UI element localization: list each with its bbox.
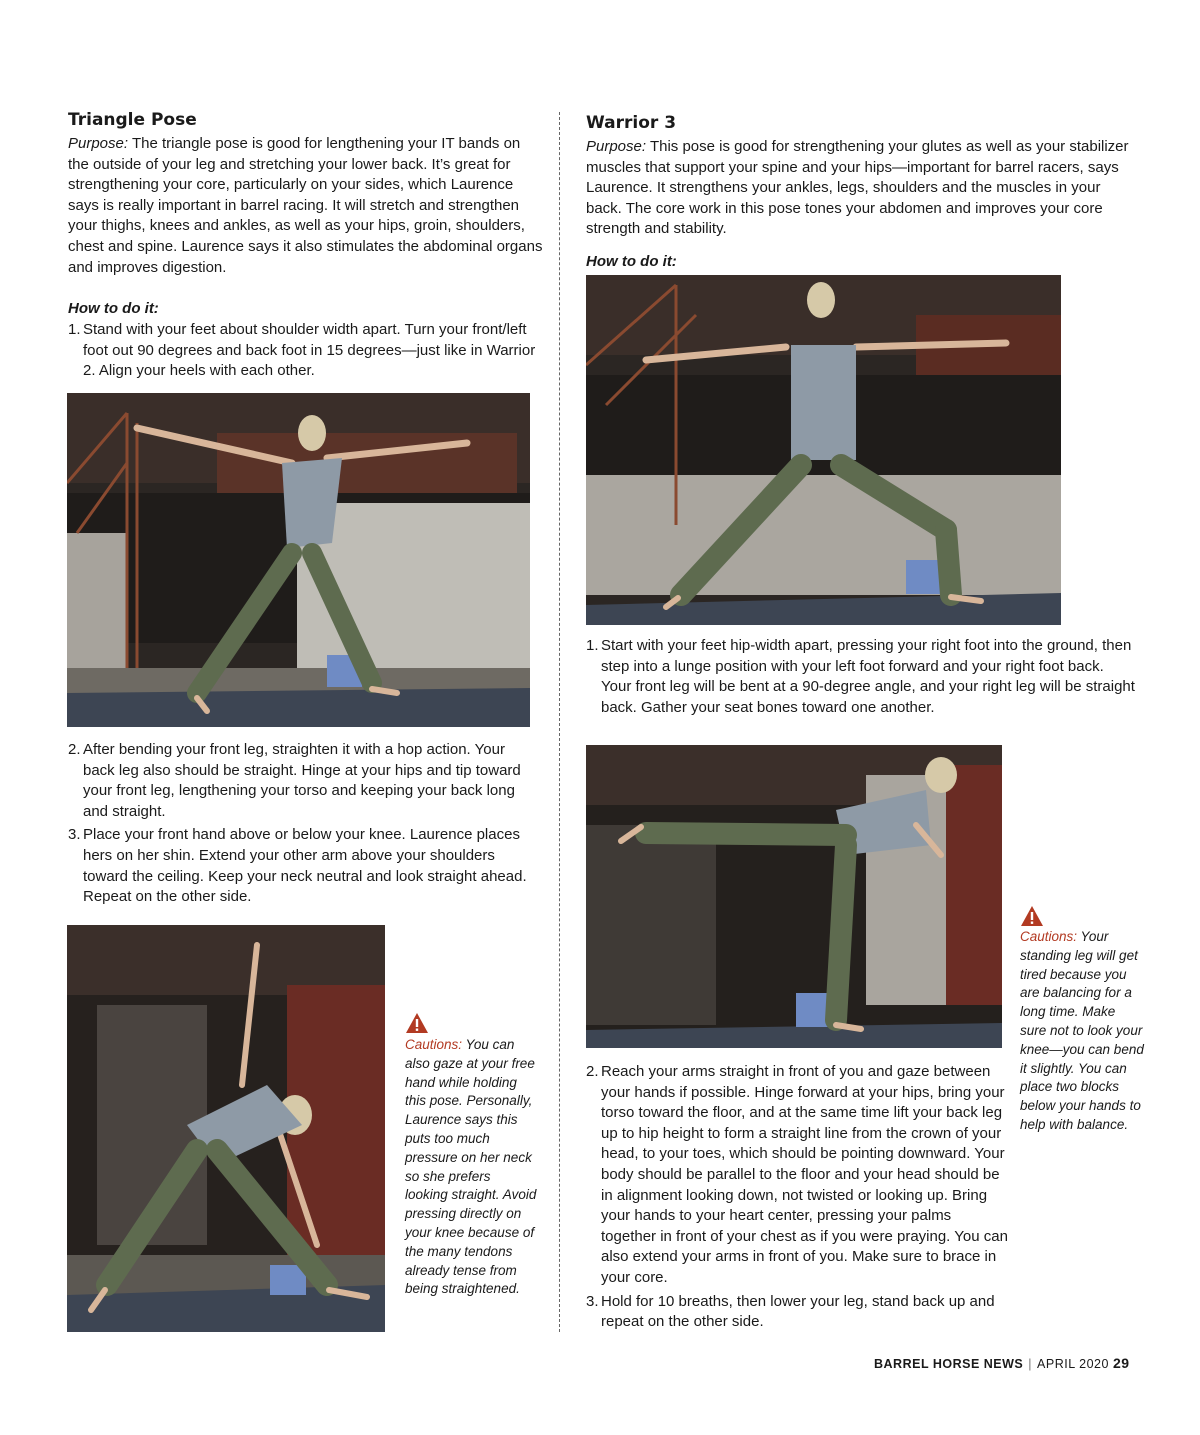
footer-separator: | <box>1028 1357 1033 1371</box>
step-text: Hold for 10 breaths, then lower your leg, stand back up and repeat on the other side. <box>601 1292 995 1331</box>
caution-label: Cautions: <box>405 1037 463 1052</box>
publication-name: BARREL HORSE NEWS <box>874 1357 1024 1371</box>
warrior3-steps-b <box>586 1062 1008 1336</box>
photo-illustration <box>586 275 1061 625</box>
warrior3-steps-a <box>586 636 1136 721</box>
photo-illustration <box>67 393 530 727</box>
caution-text: You can also gaze at your free hand while holding this pose. Personally, Laurence says this puts too much pressure on her neck so she prefers looking straight. Avoid pressing directly on your knee because of the many tendons already tense from being straightened. <box>405 1037 537 1297</box>
step-item <box>68 320 538 382</box>
triangle-steps-a <box>68 320 538 385</box>
step-item <box>68 825 538 907</box>
step-number: 2. <box>586 1063 599 1080</box>
step-text: Start with your feet hip-width apart, pressing your right foot into the ground, then step into a lunge position with your left foot forward and your right foot back. Your front leg will be bent at a 90-degree angle, and your right leg will be straight back. Gather your seat bones toward one another. <box>601 637 1135 716</box>
page-footer <box>874 1355 1130 1371</box>
caution-label: Cautions: <box>1020 929 1078 944</box>
page-number: 29 <box>1112 1355 1130 1371</box>
warning-triangle-icon <box>1020 905 1044 927</box>
photo-illustration <box>67 925 385 1332</box>
step-item <box>68 740 538 822</box>
step-item <box>586 1062 1008 1289</box>
triangle-photo-wide-stance <box>67 393 530 727</box>
step-number: 3. <box>68 826 81 844</box>
step-number: 3. <box>586 1292 599 1310</box>
issue-date: APRIL 2020 <box>1037 1357 1109 1371</box>
triangle-steps-b <box>68 740 538 911</box>
triangle-photo-full-pose <box>67 925 385 1332</box>
purpose-text: The triangle pose is good for lengthening your IT bands on the outside of your leg and stretching your lower back. It’s great for strengthening your core, particularly on your sides, which Laurence says is really important in barrel racing. It will stretch and strengthen your thighs, knees and ankles, as well as your hips, groin, shoulders, chest and spine. Laurence says it also stimulates the abdominal organs and improves digestion. <box>68 135 543 276</box>
photo-illustration <box>586 745 1002 1048</box>
step-item <box>586 1292 1008 1333</box>
triangle-pose-title: Triangle Pose <box>68 110 197 130</box>
triangle-purpose <box>68 134 543 278</box>
warrior3-howto-heading: How to do it: <box>586 253 677 270</box>
step-text: Reach your arms straight in front of you and gaze between your hands if possible. Hinge forward at your hips, bring your torso toward the floor, and at the same time lift your back leg up to hip height to form a straight line from the crown of your head, to your toes, which should be pointing downward. Your body should be parallel to the floor and your head should be in alignment looking down, not twisted or looking up. Bring your hands to your heart center, pressing your palms together in front of your chest as if you were praying. You can also extend your arms in front of you. Make sure to brace in your core. <box>601 1063 1008 1286</box>
purpose-text: This pose is good for strengthening your glutes as well as your stabilizer muscles that support your spine and your hips—important for barrel racers, says Laurence. It strengthens your ankles, legs, shoulders and the muscles in your back. The core work in this pose tones your abdomen and improves your core strength and stability. <box>586 138 1129 238</box>
triangle-howto-heading: How to do it: <box>68 300 159 317</box>
caution-text: Your standing leg will get tired because you are balancing for a long time. Make sure not to look your knee—you can bend it slightly. You can place two blocks below your hands to help with balance. <box>1020 929 1144 1132</box>
warrior3-photo-balance <box>586 745 1002 1048</box>
step-number: 2. <box>68 741 81 758</box>
purpose-label: Purpose: <box>68 135 129 152</box>
step-number: 1. <box>68 321 81 338</box>
step-text: Stand with your feet about shoulder width apart. Turn your front/left foot out 90 degrees and back foot in 15 degrees—just like in Warrior 2. Align your heels with each other. <box>83 321 536 380</box>
warrior3-purpose <box>586 137 1136 240</box>
warrior3-title: Warrior 3 <box>586 113 677 133</box>
warning-triangle-icon <box>405 1012 429 1034</box>
column-divider <box>559 112 560 1332</box>
step-number: 1. <box>586 637 599 654</box>
warrior3-photo-lunge <box>586 275 1061 625</box>
step-text: Place your front hand above or below your knee. Laurence places hers on her shin. Extend your other arm above your shoulders toward the ceiling. Keep your neck neutral and look straight ahead. Repeat on the other side. <box>83 826 527 906</box>
triangle-caution <box>405 1036 537 1299</box>
purpose-label: Purpose: <box>586 138 647 155</box>
step-item <box>586 636 1136 718</box>
warrior3-caution <box>1020 928 1144 1135</box>
step-text: After bending your front leg, straighten it with a hop action. Your back leg also should be straight. Hinge at your hips and tip toward your front leg, lengthening your torso and keeping your back long and straight. <box>83 741 521 820</box>
